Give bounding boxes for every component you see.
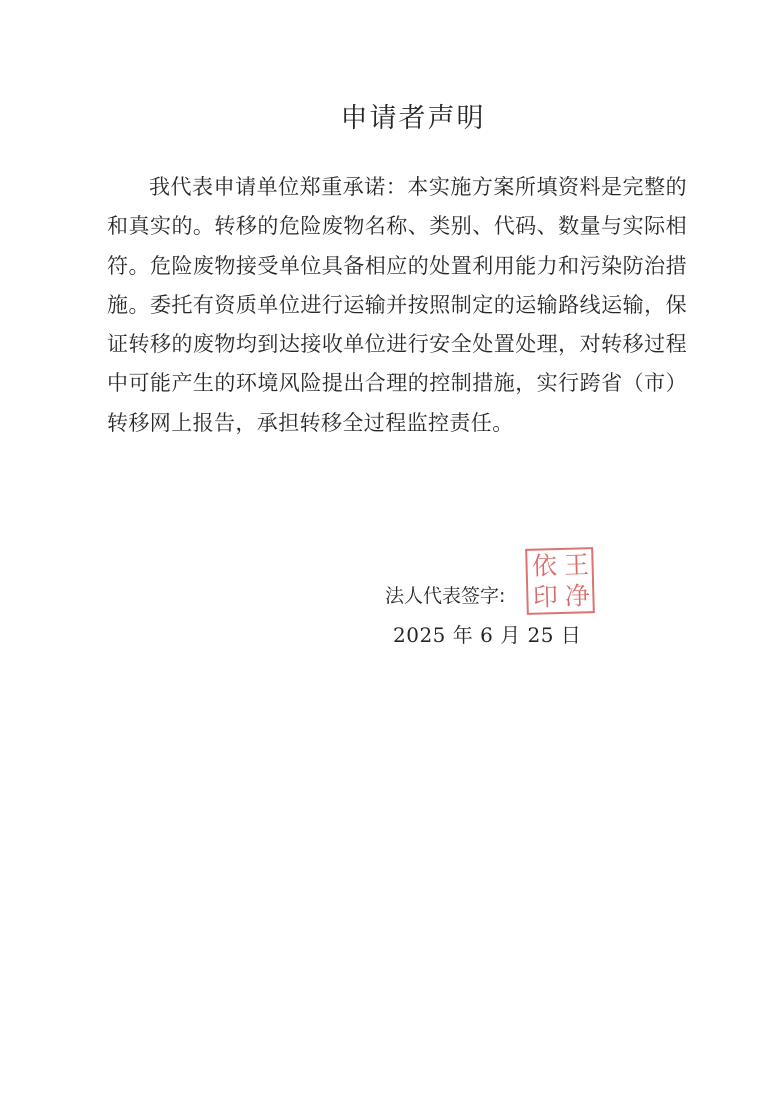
declaration-body: 我代表申请单位郑重承诺：本实施方案所填资料是完整的和真实的。转移的危险废物名称、类别、代码、数量与实际相符。危险废物接受单位具备相应的处置利用能力和污染防治措施。委托有资质单位进行运输并按照制定的运输路线运输，保证转移的废物均到达接收单位进行安全处置处理，对转移过程中可能产生的环境风险提出合理的控制措施，实行跨省（市）转移网上报告，承担转移全过程监控责任。 (107, 175, 687, 435)
signature-date: 2025 年 6 月 25 日 (393, 623, 582, 647)
seal-char: 王 (563, 550, 590, 580)
seal-char: 依 (531, 551, 558, 581)
seal-char: 印 (532, 582, 559, 612)
document-title: 申请者声明 (340, 103, 486, 134)
red-seal-stamp (525, 547, 595, 615)
signature-block (385, 550, 685, 658)
signature-label: 法人代表签字: (385, 585, 506, 607)
seal-char: 净 (564, 581, 591, 611)
